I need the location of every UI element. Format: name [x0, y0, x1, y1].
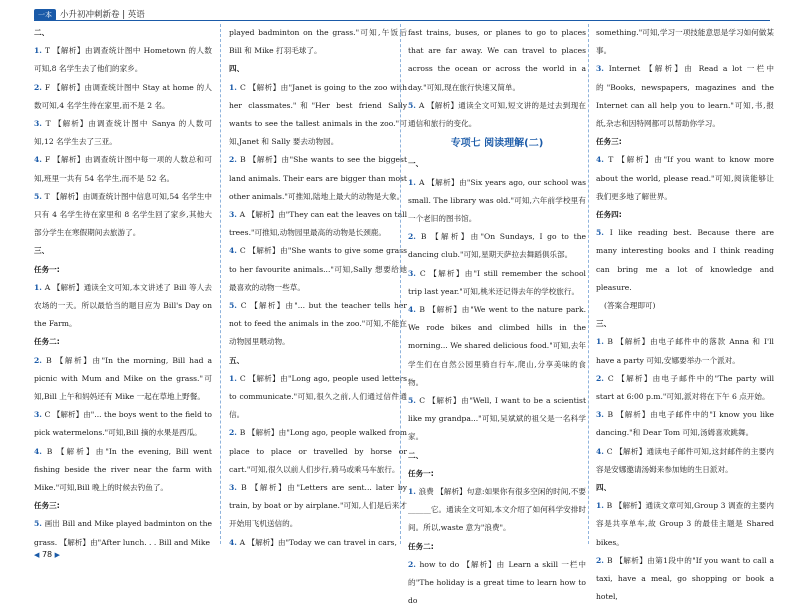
- answer-item: [596, 443, 774, 479]
- answer-text: fast trains, buses, or planes to go to places that are far away. We can travel to places across the ocean or across the world in a day."可知,现在旅行快速又简单。: [408, 28, 586, 92]
- next-arrow-icon: ▶: [54, 551, 61, 559]
- item-number: 5.: [596, 228, 610, 238]
- page-number: 78: [41, 550, 53, 559]
- answer-item: [34, 151, 212, 187]
- item-number: 1.: [229, 373, 240, 383]
- answer-item: [408, 301, 586, 392]
- item-number: 2.: [596, 555, 607, 565]
- answer-item: [229, 79, 407, 152]
- section-heading: 四、: [596, 483, 612, 493]
- answer-text: T 【解析】由调查统计图中 Hometown 的人数可知,8 名学生去了他们的家乡。: [34, 46, 212, 74]
- answer-text: A 【解析】由"They can eat the leaves on tall trees."可推知,动物园里最高的动物是长颈鹿。: [229, 210, 407, 238]
- item-number: 2.: [229, 428, 240, 438]
- section-heading: 任务四:: [596, 210, 622, 220]
- answer-text: B 【解析】由"On Sundays, I go to the dancing club."可知,星期天萨拉去舞蹈俱乐部。: [408, 232, 587, 260]
- item-number: 1.: [34, 282, 45, 292]
- answer-item: [229, 242, 407, 297]
- answer-item: [408, 483, 586, 538]
- answer-text: C 【解析】由电子邮件中的"The party will start at 6:00 p.m."可知,派对将在下午 6 点开始。: [596, 373, 774, 402]
- section-heading: 任务三:: [596, 137, 622, 147]
- section-heading: 三、: [596, 319, 612, 329]
- item-number: 1.: [229, 82, 240, 92]
- answer-text: 画出 Bill and Mike played badminton on the grass. 【解析】由"After lunch. . . Bill and Mike: [34, 519, 212, 547]
- answer-text: B 【解析】由"Letters are sent... later by train, by boat or by airplane."可知,人们是后来才开始用飞机送信的。: [229, 483, 408, 529]
- answer-item: [408, 265, 586, 301]
- answer-text: T 【解析】由调查统计图中信息可知,54 名学生中只有 4 名学生待在家里和 8 名学生回了家乡,其他大部分学生在寒假期间去旅游了。: [34, 191, 213, 238]
- answer-text: C 【解析】由"Well, I want to be a scientist like my grandpa..."可知,吴斌斌的祖父是一名科学家。: [408, 396, 586, 442]
- item-number: 2.: [408, 232, 421, 242]
- unit-title: 专项七 阅读理解(二): [450, 138, 544, 150]
- answer-text: B 【解析】由"She wants to see the biggest land animals. Their ears are bigger than most other animals."可推知,陆地上最大的动物是大象。: [229, 155, 407, 201]
- column-2: [229, 24, 407, 552]
- section-heading: 任务一:: [34, 264, 60, 274]
- answer-text: B 【解析】由"Long ago, people walked from place to place or travelled by horse or cart."可知,很久以前人们步行,骑马或乘马车旅行。: [229, 428, 407, 474]
- answer-item: [34, 188, 212, 243]
- answer-text: C 【解析】由"... the boys went to the field to pick watermelons."可知,Bill 摘的水果是西瓜。: [34, 410, 212, 438]
- answer-item: [596, 224, 774, 297]
- item-number: 4.: [229, 537, 240, 547]
- answer-text: B 【解析】通读文章可知,Group 3 调查的主要内容是共享单车,故 Group 3 的最佳主题是 Shared bikes。: [596, 501, 774, 547]
- answer-text: B 【解析】由"We went to the nature park. We rode bikes and climbed hills in the morning... We shared delicious food."可知,去年学生们在自然公园里骑自行车,爬山,分享美味的食物。: [408, 305, 587, 387]
- answer-item: [229, 479, 407, 534]
- answer-item: [34, 42, 212, 78]
- answer-item: [408, 392, 586, 447]
- answer-text: F 【解析】由调查统计图中每一项的人数总和可知,班里一共有 54 名学生,而不是 52 名。: [34, 155, 212, 183]
- section-heading: 二、: [34, 28, 50, 37]
- header-title: 小升初冲刺新卷 | 英语: [60, 10, 145, 20]
- answer-item: [596, 151, 774, 206]
- answer-text: F 【解析】由调查统计图中 Stay at home 的人数可知,4 名学生待在家里,而不是 2 名。: [34, 82, 212, 110]
- answer-item: [596, 552, 774, 607]
- answer-item: [34, 443, 212, 498]
- prev-arrow-icon: ◀: [34, 551, 40, 559]
- answer-item: [34, 515, 212, 551]
- page-header: [0, 0, 800, 22]
- answer-item: [408, 556, 586, 611]
- item-number: 5.: [408, 100, 419, 110]
- column-divider: [400, 24, 401, 544]
- answer-item: [229, 297, 407, 352]
- answer-text: C 【解析】由"She wants to give some grass to her favourite animals..."可知,Sally 想要给她最喜欢的动物一些草。: [229, 246, 407, 292]
- item-number: 1.: [408, 177, 419, 187]
- answer-item: [229, 370, 407, 425]
- answer-item: [34, 352, 212, 407]
- item-number: 4.: [34, 155, 45, 165]
- column-divider: [588, 24, 589, 544]
- answer-text: B 【解析】由"In the evening, Bill went fishing beside the river near the farm with Mike."可知,Bill 晚上的时候去钓鱼了。: [34, 446, 212, 493]
- section-heading: 四、: [229, 64, 245, 74]
- item-number: 2.: [34, 355, 47, 365]
- answer-item: [596, 24, 774, 60]
- item-number: 1.: [596, 501, 607, 511]
- answer-item: [596, 370, 774, 406]
- answer-item: [229, 206, 407, 242]
- item-number: 4.: [596, 446, 607, 456]
- answer-text: B 【解析】由电子邮件中的"I know you like dancing."和 Dear Tom 可知,汤姆喜欢跳舞。: [596, 410, 775, 438]
- page-footer: [34, 550, 60, 559]
- answer-item: [408, 24, 586, 97]
- answer-text: T 【解析】由"If you want to know more about the world, please read."可知,阅读能够让我们更多地了解世界。: [596, 155, 774, 201]
- answer-item: [596, 333, 774, 369]
- answer-item: [408, 228, 586, 264]
- answer-text: something."可知,学习一项技能意思是学习如何做某事。: [596, 28, 774, 56]
- item-number: 4.: [229, 246, 240, 256]
- answer-text: 浪费 【解析】句意:如果你有很多空闲的时间,不要______它。通读全文可知,本文介绍了如何科学安排时间。所以,waste 意为"浪费"。: [408, 487, 587, 533]
- item-number: 4.: [34, 446, 47, 456]
- section-heading: 五、: [229, 355, 245, 365]
- answer-text: B 【解析】由第1段中的"If you want to call a taxi, have a meal, go shopping or book a hotel,: [596, 555, 774, 602]
- answer-item: [596, 60, 774, 133]
- answer-item: [34, 115, 212, 151]
- item-number: 3.: [34, 410, 45, 420]
- answer-text: played badminton on the grass."可知,午饭后 Bill 和 Mike 打羽毛球了。: [229, 28, 407, 56]
- item-number: 1.: [596, 337, 608, 347]
- item-number: 4.: [408, 305, 420, 315]
- answer-item: [34, 279, 212, 334]
- answer-item: [229, 24, 407, 60]
- item-number: 5.: [34, 519, 45, 529]
- item-number: 2.: [408, 559, 420, 569]
- item-number: 3.: [408, 268, 420, 278]
- item-number: 1.: [34, 46, 45, 56]
- column-1: [34, 24, 212, 552]
- answer-item: [229, 534, 407, 552]
- answer-item: [596, 497, 774, 552]
- section-heading: 一、: [408, 159, 424, 169]
- column-divider: [220, 24, 221, 544]
- item-number: 2.: [34, 82, 45, 92]
- answer-text: B 【解析】由电子邮件中的落款 Anna 和 I'll have a party 可知,安娜要举办一个派对。: [596, 337, 774, 365]
- section-heading: 任务二:: [34, 337, 60, 347]
- section-heading: 三、: [34, 246, 50, 256]
- answer-item: [408, 174, 586, 229]
- answer-text: I like reading best. Because there are many interesting books and I think reading can bring me a lot of knowledge and pleasure.: [596, 228, 774, 292]
- answer-item: [229, 151, 407, 206]
- answer-text: A 【解析】由"Six years ago, our school was small. The library was old."可知,六年前学校里有一个老旧的图书馆。: [408, 177, 587, 224]
- section-heading: 二、: [408, 450, 424, 460]
- answer-text: A 【解析】通读全文可知,短文讲的是过去到现在通信和旅行的变化。: [408, 100, 586, 129]
- column-4: [596, 24, 774, 607]
- answer-item: [34, 406, 212, 442]
- section-heading: 任务三:: [34, 501, 60, 511]
- answer-text: T 【解析】由调查统计图中 Sanya 的人数可知,12 名学生去了三亚。: [34, 119, 212, 147]
- item-number: 2.: [596, 373, 608, 383]
- item-number: 1.: [408, 487, 419, 497]
- answer-item: [229, 424, 407, 479]
- answer-text: C 【解析】由"I still remember the school trip last year."可知,桃米还记得去年的学校旅行。: [408, 268, 586, 296]
- answer-note: (答案合理即可): [604, 301, 656, 311]
- item-number: 5.: [408, 396, 420, 406]
- item-number: 3.: [596, 64, 609, 74]
- header-divider: [34, 20, 770, 21]
- answer-text: how to do 【解析】由 Learn a skill 一栏中的"The holiday is a great time to learn how to do: [408, 559, 586, 606]
- answer-text: C 【解析】由"Long ago, people used letters to communicate."可知,很久之前,人们通过信件通信。: [229, 373, 407, 420]
- section-heading: 任务一:: [408, 468, 434, 478]
- answer-text: Internet 【解析】由 Read a lot 一栏中的"Books, newspapers, magazines and the Internet can all help you to learn."可知,书,报纸,杂志和因特网都可以帮助你学习。: [596, 64, 774, 129]
- answer-item: [596, 406, 774, 442]
- item-number: 3.: [229, 483, 242, 493]
- item-number: 4.: [596, 155, 609, 165]
- header-badge: 一本: [34, 9, 56, 21]
- item-number: 3.: [34, 119, 46, 129]
- answer-text: A 【解析】由"Today we can travel in cars,: [239, 537, 397, 547]
- answer-item: [34, 79, 212, 115]
- answer-text: C 【解析】由"Janet is going to the zoo with her classmates."和"Her best friend Sally wants to see the tallest animals in the zoo."可知,Janet 和 Sally 要去动物园。: [229, 82, 407, 147]
- answer-text: A 【解析】通读全文可知,本文讲述了 Bill 等人去农场的一天。所以最恰当的题目应为 Bill's Day on the Farm。: [34, 282, 212, 329]
- item-number: 5.: [229, 301, 241, 311]
- item-number: 3.: [596, 410, 608, 420]
- answer-text: C 【解析】由"... but the teacher tells her not to feed the animals in the zoo."可知,不能在动物园里喂动物。: [229, 301, 408, 347]
- item-number: 3.: [229, 210, 240, 220]
- item-number: 5.: [34, 191, 45, 201]
- section-heading: 任务二:: [408, 541, 434, 551]
- answer-item: [408, 97, 586, 133]
- answer-text: C 【解析】通读电子邮件可知,这封邮件的主要内容是安娜邀请汤姆来参加她的生日派对。: [596, 446, 774, 474]
- answer-text: B 【解析】由"In the morning, Bill had a picnic with Mum and Mike on the grass."可知,Bill 上午和妈妈还有 Mike 一起在草地上野餐。: [34, 355, 212, 402]
- column-3: [408, 24, 586, 611]
- item-number: 2.: [229, 155, 241, 165]
